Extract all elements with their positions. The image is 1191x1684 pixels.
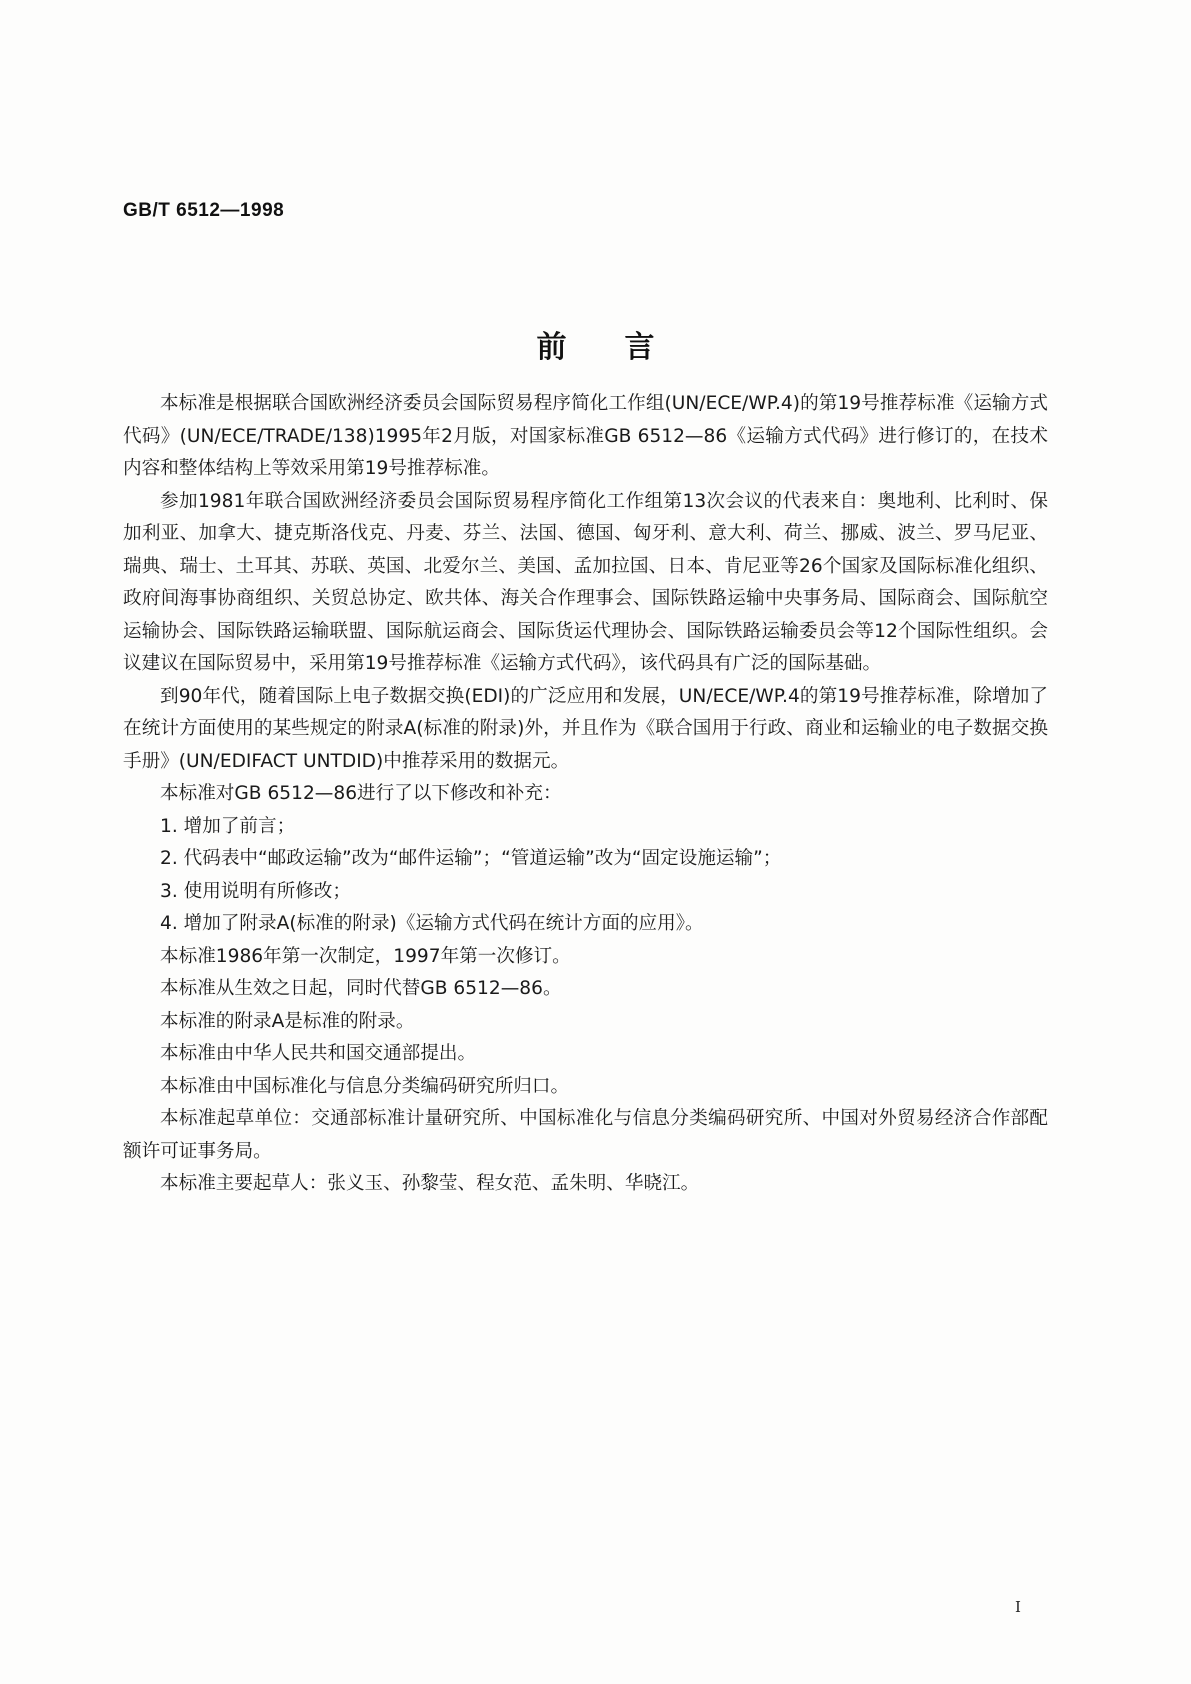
paragraph-annex: 本标准的附录A是标准的附录。 — [160, 1010, 415, 1032]
paragraph-history: 本标准1986年第一次制定，1997年第一次修订。 — [160, 945, 571, 967]
page-title: 前言 — [536, 330, 713, 365]
list-item-change-1: 1. 增加了前言； — [160, 815, 296, 837]
foreword-body — [123, 388, 1048, 1201]
list-item-change-3: 3. 使用说明有所修改； — [160, 880, 351, 902]
page-number: I — [1015, 1598, 1021, 1616]
paragraph-participants: 参加1981年联合国欧洲经济委员会国际贸易程序简化工作组第13次会议的代表来自：奥地利、比利时、保加利亚、加拿大、捷克斯洛伐克、丹麦、芬兰、法国、德国、匈牙利、意大利、荷兰、挪威、波兰、罗马尼亚、瑞典、瑞士、土耳其、苏联、英国、北爱尔兰、美国、孟加拉国、日本、肯尼亚等26个国家及国际标准化组织、政府间海事协商组织、关贸总协定、欧共体、海关合作理事会、国际铁路运输中央事务局、国际商会、国际航空运输协会、国际铁路运输联盟、国际航运商会、国际货运代理协会、国际铁路运输委员会等12个国际性组织。会议建议在国际贸易中，采用第19号推荐标准《运输方式代码》，该代码具有广泛的国际基础。 — [123, 490, 1048, 674]
paragraph-drafters: 本标准主要起草人：张义玉、孙黎莹、程女范、孟朱明、华晓江。 — [160, 1173, 700, 1194]
standard-code: GB/T 6512—1998 — [123, 200, 285, 221]
paragraph-drafting-units: 本标准起草单位：交通部标准计量研究所、中国标准化与信息分类编码研究所、中国对外贸易经济合作部配额许可证事务局。 — [123, 1108, 1048, 1162]
paragraph-replacement: 本标准从生效之日起，同时代替GB 6512—86。 — [160, 978, 562, 999]
paragraph-edi: 到90年代，随着国际上电子数据交换(EDI)的广泛应用和发展，UN/ECE/WP.4的第19号推荐标准，除增加了在统计方面使用的某些规定的附录A(标准的附录)外，并且作为《联合国用于行政、商业和运输业的电子数据交换手册》(UN/EDIFACT UNTDID)中推荐采用的数据元。 — [123, 685, 1048, 772]
paragraph-basis: 本标准是根据联合国欧洲经济委员会国际贸易程序简化工作组(UN/ECE/WP.4)的第19号推荐标准《运输方式代码》(UN/ECE/TRADE/138)1995年2月版，对国家标准GB 6512—86《运输方式代码》进行修订的，在技术内容和整体结构上等效采用第19号推荐标准。 — [123, 393, 1048, 479]
paragraph-proposer: 本标准由中华人民共和国交通部提出。 — [160, 1043, 477, 1064]
paragraph-responsible: 本标准由中国标准化与信息分类编码研究所归口。 — [160, 1075, 570, 1097]
list-item-change-4: 4. 增加了附录A(标准的附录)《运输方式代码在统计方面的应用》。 — [160, 913, 704, 934]
list-item-change-2: 2. 代码表中“邮政运输”改为“邮件运输”；“管道运输”改为“固定设施运输”； — [160, 848, 782, 869]
paragraph-changes-intro: 本标准对GB 6512—86进行了以下修改和补充： — [160, 783, 562, 804]
